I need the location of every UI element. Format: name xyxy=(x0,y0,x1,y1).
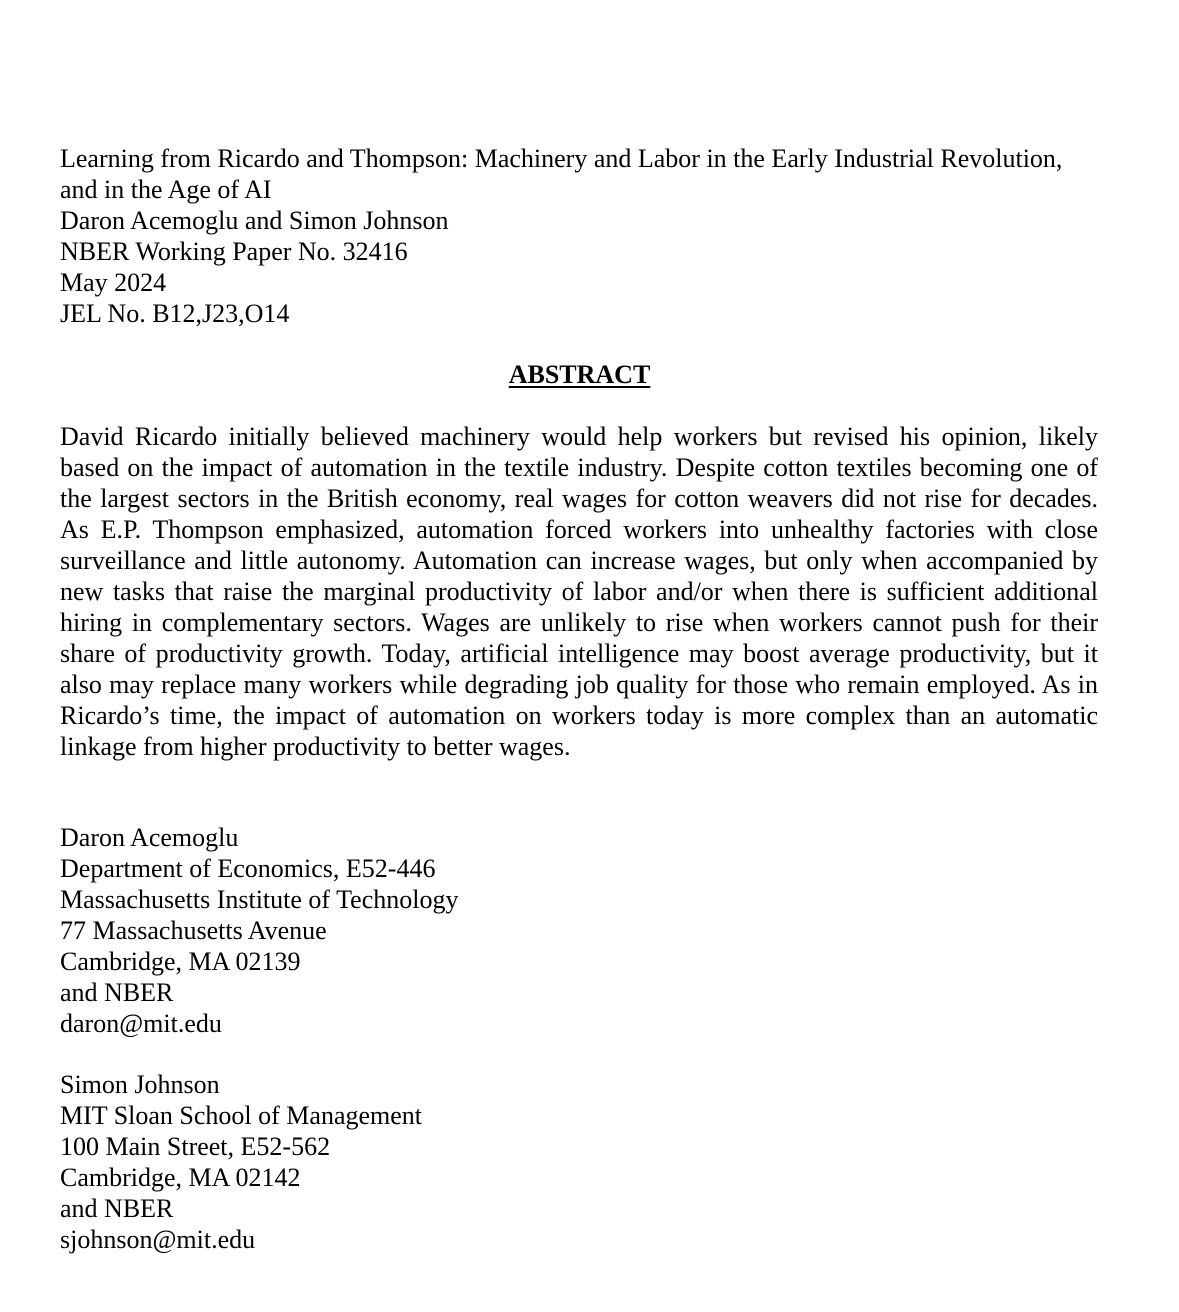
author-department: Department of Economics, E52-446 xyxy=(60,854,436,883)
author-city: Cambridge, MA 02142 xyxy=(60,1163,301,1192)
author-email: daron@mit.edu xyxy=(60,1009,222,1038)
author-address-johnson xyxy=(60,1069,760,1255)
title-block xyxy=(60,143,1120,329)
author-street: 100 Main Street, E52-562 xyxy=(60,1132,331,1161)
author-name: Simon Johnson xyxy=(60,1070,220,1099)
abstract-text: David Ricardo initially believed machinery would help workers but revised his opinion, likely based on the impact of automation in the textile industry. Despite cotton textiles becoming one of the largest sectors in the British economy, real wages for cotton weavers did not rise for decades. As E.P. Thompson emphasized, automation forced workers into unhealthy factories with close surveillance and little autonomy. Automation can increase wages, but only when accompanied by new tasks that raise the marginal productivity of labor and/or when there is sufficient additional hiring in complementary sectors. Wages are unlikely to rise when workers cannot push for their share of productivity growth. Today, artificial intelligence may boost average productivity, but it also may replace many workers while degrading job quality for those who remain employed. As in Ricardo’s time, the impact of automation on workers today is more complex than an automatic linkage from higher productivity to better wages. xyxy=(60,422,1098,761)
abstract-heading: ABSTRACT xyxy=(508,360,651,389)
author-institution: MIT Sloan School of Management xyxy=(60,1101,423,1130)
working-paper-number: NBER Working Paper No. 32416 xyxy=(60,237,408,266)
author-city: Cambridge, MA 02139 xyxy=(60,947,301,976)
author-affiliation: and NBER xyxy=(60,978,174,1007)
publication-date: May 2024 xyxy=(60,268,167,297)
author-email: sjohnson@mit.edu xyxy=(60,1225,256,1254)
author-address-acemoglu xyxy=(60,822,760,1039)
author-institution: Massachusetts Institute of Technology xyxy=(60,885,459,914)
author-affiliation: and NBER xyxy=(60,1194,174,1223)
author-names: Daron Acemoglu and Simon Johnson xyxy=(60,206,449,235)
paper-title-line-2: and in the Age of AI xyxy=(60,175,272,204)
author-name: Daron Acemoglu xyxy=(60,823,239,852)
author-street: 77 Massachusetts Avenue xyxy=(60,916,327,945)
paper-title-line-1: Learning from Ricardo and Thompson: Machinery and Labor in the Early Industrial Revolution, xyxy=(60,144,1063,173)
jel-codes: JEL No. B12,J23,O14 xyxy=(60,299,290,328)
